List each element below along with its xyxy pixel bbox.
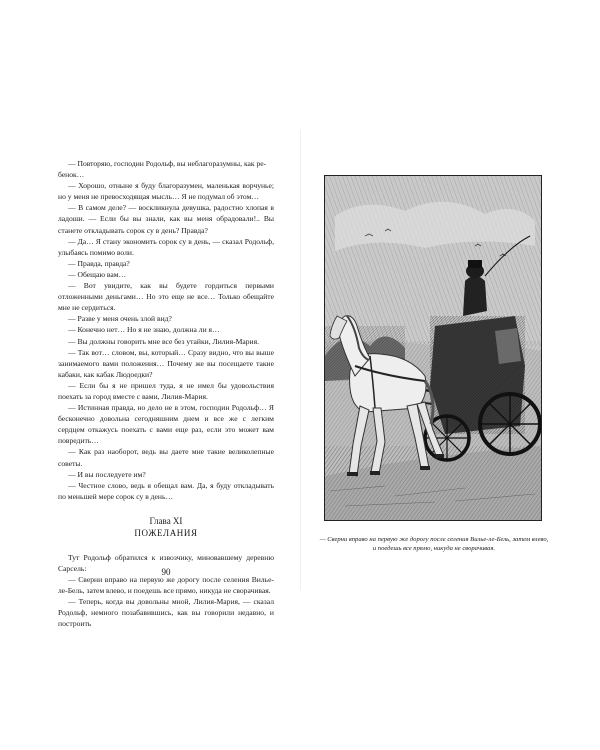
paragraph: — Да… Я стану экономить сорок су в день, — сказал Родольф, улыбаясь помимо воли. [58,236,274,257]
paragraph: Тут Родольф обратился к извозчику, миновавшему деревню Сарсель: [58,552,274,573]
chapter-heading [58,515,274,539]
paragraph: — И вы последуете им? [68,469,146,479]
paragraph: — Если бы я не пришел туда, я не имел бы удовольствия поехать за город вместе с вами, Лилия-Мария. [58,380,274,401]
paragraph: — Сверни вправо на первую же дорогу после селения Вилье-ле-Бель, затем влево, и поедешь все прямо, никуда не сворачивая. [58,575,274,596]
illustration-caption: — Сверни вправо на первую же дорогу после селения Вилье-ле-Бель, затем влево, и поедешь все прямо, никуда не сворачивая. [319,536,549,553]
chapter-number: Глава XI [149,515,183,526]
paragraph: — Истинная правда, но дело не в этом, господин Родольф… Я бесконечно довольна сегодняшним днем и все же с легким сердцем откажусь поехать с вами еще раз, если это может вам повредить… [58,403,274,446]
gutter [300,130,301,590]
chapter-title: ПОЖЕЛАНИЯ [134,527,198,538]
paragraph: — В самом деле? — воскликнула девушка, радостно хлопая в ладоши. — Если бы вы знали, как вы меня обрадовали!.. Вы станете откладывать сорок су в день? Правда? [58,203,274,235]
illustration-carriage-engraving [324,175,542,521]
paragraph: — Так вот… словом, вы, который… Сразу видно, что вы выше занимаемого вами положения… Почему же вы посещаете такие кабаки, как кабак Людоедки? [58,347,274,379]
paragraph: — Правда, правда? [68,258,130,268]
paragraph: — Вот увидите, как вы будете гордиться первыми отложенными деньгами… Но это еще не все… Только обещайте мне не сердиться. [58,281,274,313]
left-page-text [58,158,274,630]
paragraph: бенок… [58,170,85,180]
paragraphs-after [58,552,274,630]
paragraphs-before [58,158,274,502]
paragraph: — Теперь, когда вы довольны мной, Лилия-Мария, — сказал Родольф, немного позабавившись, как вы говорили недавно, и построить [58,597,274,629]
page-number: 90 [161,567,171,577]
paragraph: — Разве у меня очень злой вид? [68,314,172,324]
paragraph: — Хорошо, отныне я буду благоразумен, маленькая ворчунье; но у меня не превосходящая мысль… Я не подумал об этом… [58,181,274,202]
paragraph: — Обещаю вам… [68,269,127,279]
paragraph: — Конечно нет… Но я не знаю, должна ли я… [68,325,220,335]
paragraph: — Повторяю, господин Родольф, вы неблагоразумны, как ре- [68,159,267,168]
paragraph: — Вы должны говорить мне все без утайки, Лилия-Мария. [68,336,260,346]
carriage-engraving-image [325,176,541,520]
paragraph: — Как раз наоборот, ведь вы даете мне такие великолепные советы. [58,447,274,468]
paragraph: — Честное слово, ведь я обещал вам. Да, я буду откладывать по меньшей мере сорок су в день… [58,480,274,501]
